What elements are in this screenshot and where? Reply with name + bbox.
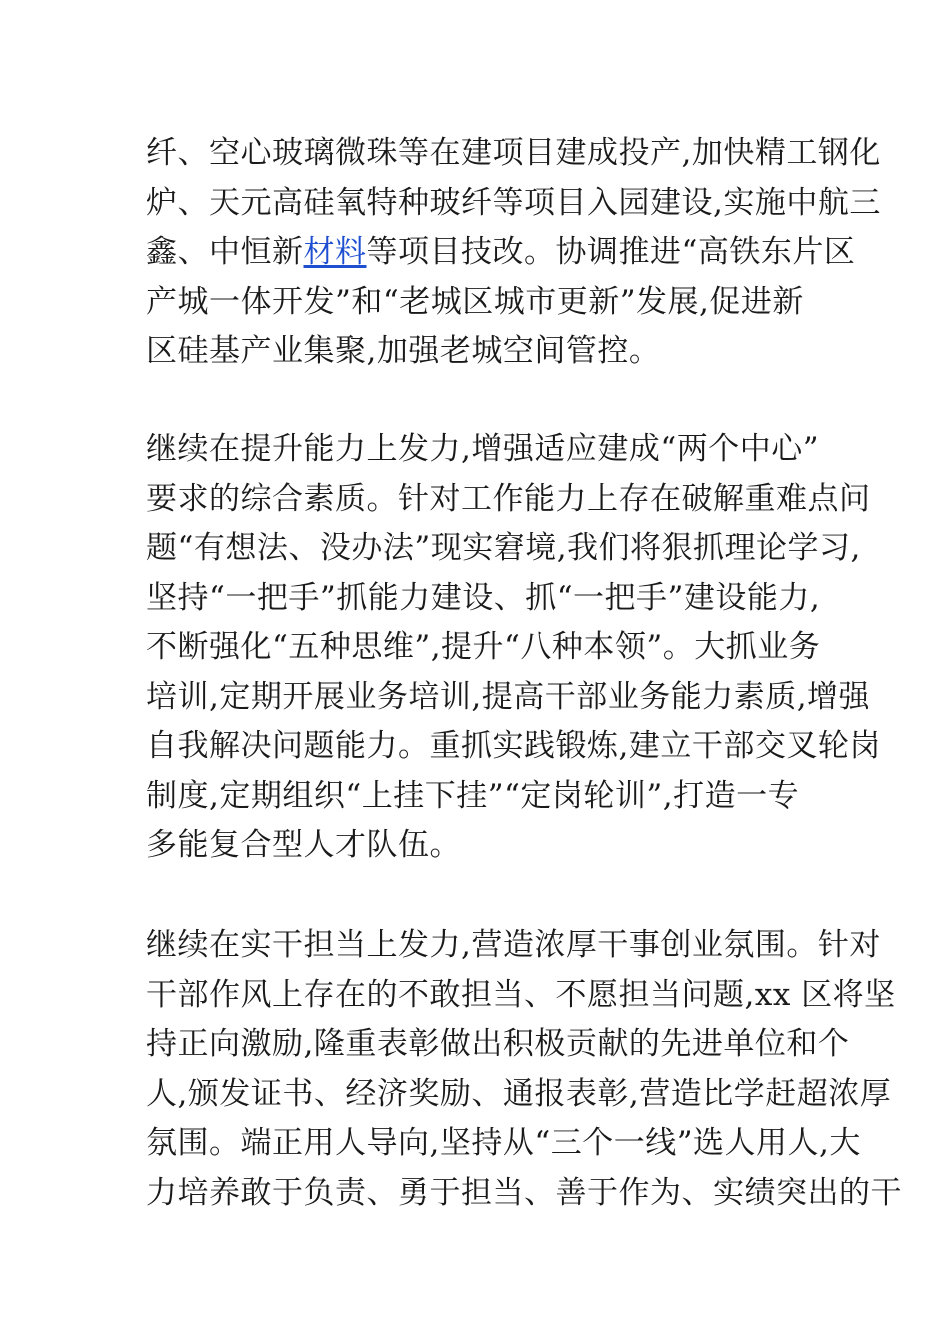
text-line: 坚持“一把手”抓能力建设、抓“一把手”建设能力,: [146, 579, 821, 616]
materials-link[interactable]: 材料: [303, 234, 367, 270]
paragraph-2: [146, 425, 881, 871]
text-line: 制度,定期组织“上挂下挂”“定岗轮训”,打造一专: [146, 777, 800, 814]
text-line: 力培养敢于负责、勇于担当、善于作为、实绩突出的干: [146, 1174, 902, 1211]
text-segment: 鑫、中恒新: [146, 234, 304, 270]
text-line: 产城一体开发”和“老城区城市更新”发展,促进新: [146, 283, 804, 320]
text-line-with-link: [146, 228, 856, 278]
text-line: 纤、空心玻璃微珠等在建项目建成投产,加快精工钢化: [146, 135, 881, 171]
paragraph-3: [146, 921, 902, 1218]
text-line: 多能复合型人才队伍。: [146, 827, 461, 863]
text-line: 人,颁发证书、经济奖励、通报表彰,营造比学赶超浓厚: [146, 1075, 892, 1112]
text-segment: 等项目技改。协调推进“高铁东片区: [366, 234, 856, 270]
text-line: 干部作风上存在的不敢担当、不愿担当问题,xx 区将坚: [146, 976, 896, 1013]
text-line: 炉、天元高硅氧特种玻纤等项目入园建设,实施中航三: [146, 184, 881, 221]
text-line: 氛围。端正用人导向,坚持从“三个一线”选人用人,大: [146, 1125, 861, 1161]
paragraph-1: [146, 129, 881, 377]
text-line: 自我解决问题能力。重抓实践锻炼,建立干部交叉轮岗: [146, 728, 881, 764]
text-line: 题“有想法、没办法”现实窘境,我们将狠抓理论学习,: [146, 530, 861, 566]
text-line: 要求的综合素质。针对工作能力上存在破解重难点问: [146, 480, 871, 517]
text-line: 培训,定期开展业务培训,提高干部业务能力素质,增强: [146, 678, 871, 715]
text-line: 区硅基产业集聚,加强老城空间管控。: [146, 333, 661, 369]
text-line: 不断强化“五种思维”,提升“八种本领”。大抓业务: [146, 629, 821, 665]
text-line: 继续在实干担当上发力,营造浓厚干事创业氛围。针对: [146, 927, 881, 963]
text-line: 继续在提升能力上发力,增强适应建成“两个中心”: [146, 431, 820, 467]
text-line: 持正向激励,隆重表彰做出积极贡献的先进单位和个: [146, 1026, 850, 1062]
